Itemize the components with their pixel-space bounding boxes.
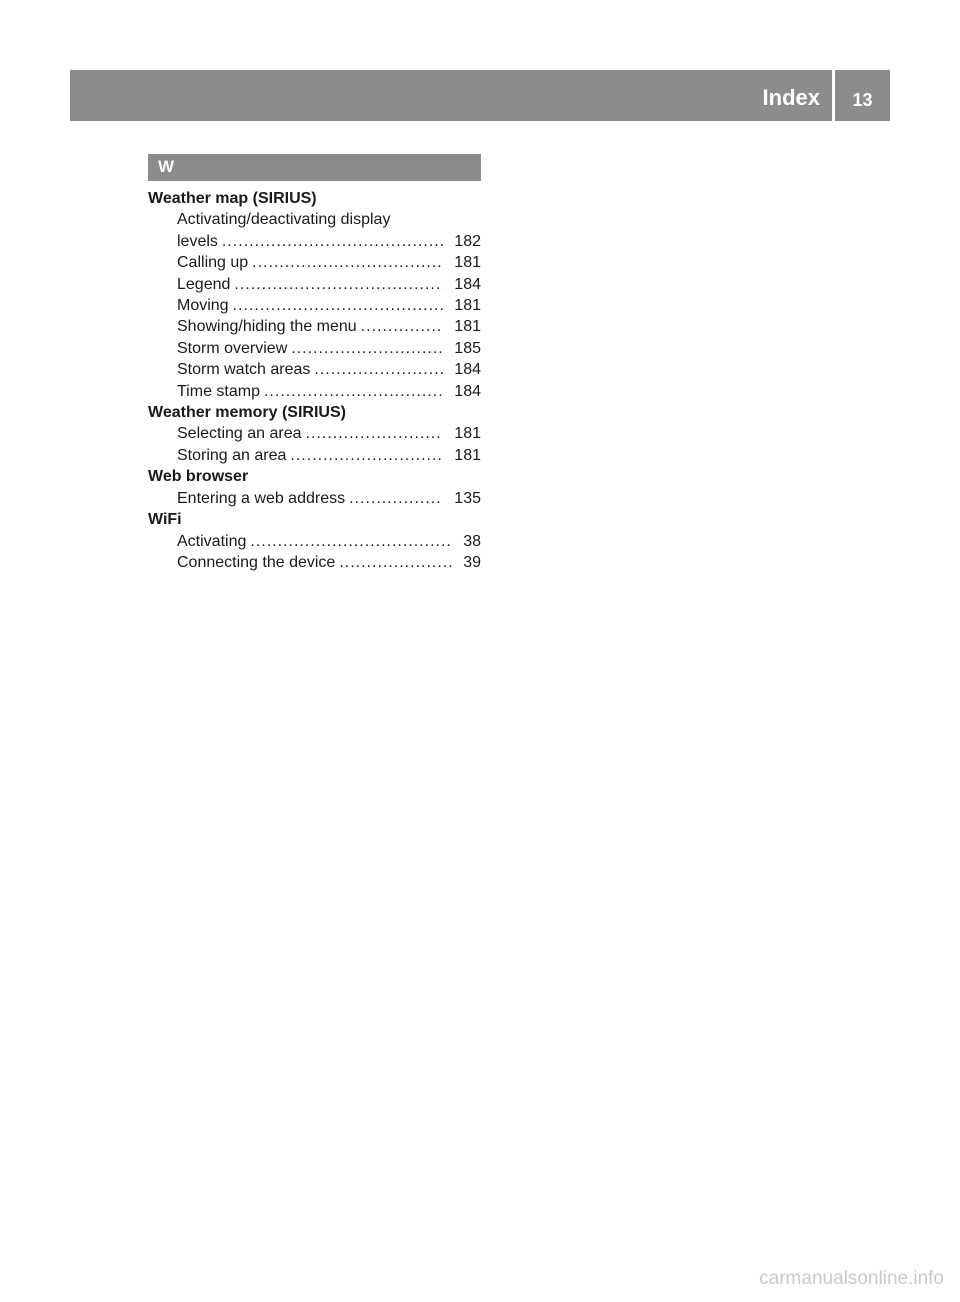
sub-entry-page: 182 [454, 232, 481, 250]
watermark-text: carmanualsonline.info [759, 1268, 944, 1289]
leader-dots [250, 531, 452, 552]
index-sub-entry [148, 423, 481, 444]
index-sub-entry [148, 274, 481, 295]
index-entry-heading: Weather memory (SIRIUS) [148, 404, 346, 422]
leader-dots [306, 423, 444, 444]
sub-entry-label: Time stamp [177, 382, 260, 400]
sub-entry-label: Activating [177, 532, 247, 550]
section-letter-band [148, 154, 481, 181]
sub-entry-page: 185 [454, 339, 481, 357]
page-section-title: Index [762, 85, 820, 110]
leader-dots [233, 295, 444, 316]
sub-entry-page: 38 [463, 532, 481, 550]
section-letter: W [158, 157, 175, 176]
index-list [148, 188, 481, 573]
sub-entry-label: Selecting an area [177, 425, 302, 443]
leader-dots [222, 231, 443, 252]
sub-entry-label: Showing/hiding the menu [177, 318, 357, 336]
sub-entry-page: 181 [454, 254, 481, 272]
sub-entry-label: Storm watch areas [177, 361, 311, 379]
sub-entry-label: Connecting the device [177, 553, 336, 571]
index-sub-entry [148, 445, 481, 466]
index-entry-heading: Weather map (SIRIUS) [148, 190, 317, 207]
index-sub-entry [148, 381, 481, 402]
index-sub-entry [148, 316, 481, 337]
sub-entry-page: 135 [454, 489, 481, 507]
page-number: 13 [852, 90, 873, 110]
sub-entry-page: 184 [454, 361, 481, 379]
leader-dots [291, 338, 443, 359]
leader-dots [339, 552, 452, 573]
index-sub-entry [148, 338, 481, 359]
index-entry-heading: WiFi [148, 511, 182, 529]
leader-dots [314, 359, 443, 380]
index-sub-entry [148, 359, 481, 380]
index-sub-entry [148, 531, 481, 552]
index-entry-heading: Web browser [148, 468, 249, 486]
index-sub-entry [148, 295, 481, 316]
sub-entry-page: 184 [454, 275, 481, 293]
sub-entry-label: Moving [177, 297, 229, 315]
sub-entry-page: 181 [454, 318, 481, 336]
sub-entry-label: Entering a web address [177, 489, 346, 507]
sub-entry-label: Storm overview [177, 339, 288, 357]
leader-dots [264, 381, 443, 402]
sub-entry-label: Calling up [177, 254, 249, 272]
leader-dots [234, 274, 443, 295]
sub-entry-label: Storing an area [177, 446, 287, 464]
index-sub-entry [148, 488, 481, 509]
sub-entry-label: Legend [177, 275, 231, 293]
index-sub-entry [148, 552, 481, 573]
sub-entry-page: 181 [454, 297, 481, 315]
leader-dots [290, 445, 443, 466]
leader-dots [361, 316, 444, 337]
sub-entry-page: 39 [463, 553, 481, 571]
leader-dots [349, 488, 443, 509]
index-sub-entry [148, 252, 481, 273]
sub-entry-page: 181 [454, 425, 481, 443]
index-sub-entry-line: Activating/deactivating display [177, 211, 391, 229]
sub-entry-label: levels [177, 232, 218, 250]
leader-dots [252, 252, 443, 273]
index-sub-entry [148, 231, 481, 252]
sub-entry-page: 184 [454, 382, 481, 400]
sub-entry-page: 181 [454, 446, 481, 464]
